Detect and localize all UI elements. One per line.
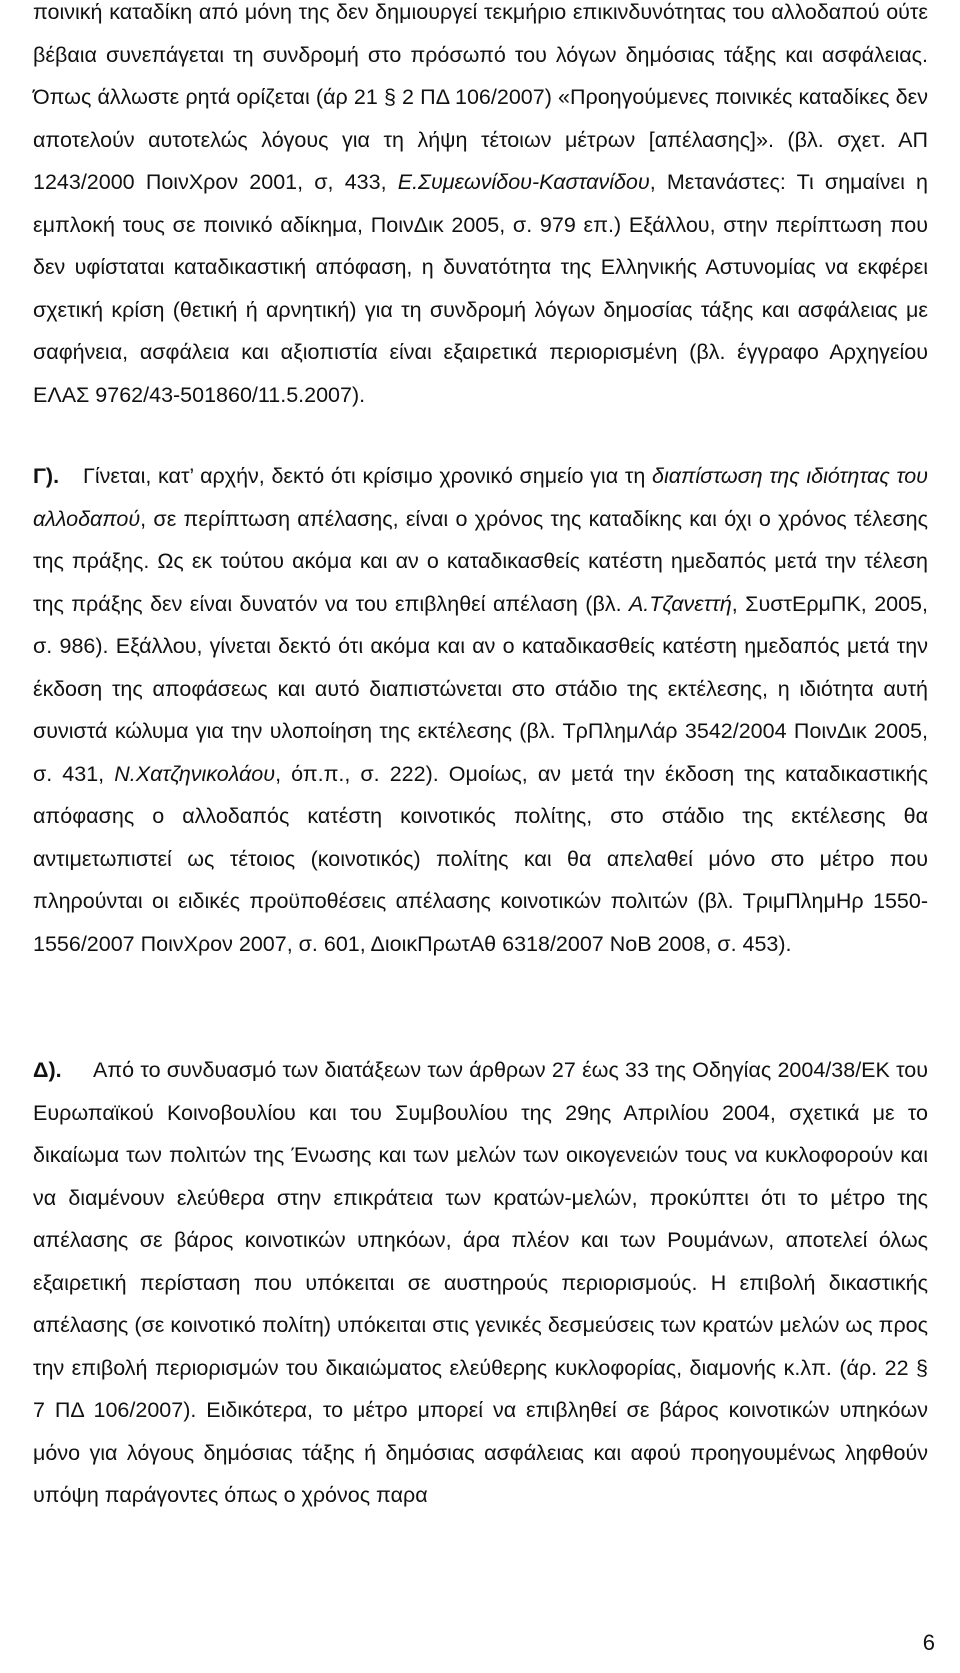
author-name: Α.Τζανεττή [628, 591, 732, 616]
paragraph-text: Από το συνδυασμό των διατάξεων των άρθρων 27 έως 33 της Οδηγίας 2004/38/ΕΚ του Ευρωπαϊκού Κοινοβουλίου και του Συμβουλίου της 29ης Απριλίου 2004, σχετικά με το δικαίωμα των πολιτών της Ένωσης και των μελών των οικογενειών τους να κυκλοφορούν και να διαμένουν ελεύθερα στην επικράτεια των κρατών-μελών, προκύπτει ότι το μέτρο της απέλασης σε βάρος κοινοτικών υπηκόων, άρα πλέον και των Ρουμάνων, αποτελεί όλως εξαιρετική περίσταση που υπόκειται σε αυστηρούς περιορισμούς. Η επιβολή δικαστικής απέλασης (σε κοινοτικό πολίτη) υπόκειται στις γενικές δεσμεύσεις των κρατών μελών ως προς την επιβολή περιορισμών του δικαιώματος ελεύθερης κυκλοφορίας, διαμονής κ.λπ. (άρ. 22 § 7 ΠΔ 106/2007). Ειδικότερα, το μέτρο μπορεί να επιβληθεί σε βάρος κοινοτικών υπηκόων μόνο για λόγους δημόσιας τάξης ή δημόσιας ασφάλειας και αφού προηγουμένως ληφθούν υπόψη παράγοντες όπως ο χρόνος παρα [33, 1058, 928, 1507]
page-number: 6 [922, 1630, 935, 1655]
paragraph-delta [33, 1049, 928, 1517]
paragraph-continuation [33, 0, 928, 416]
paragraph-text: ποινική καταδίκη από μόνη της δεν δημιουργεί τεκμήριο επικινδυνότητας του αλλοδαπού ούτε βέβαια συνεπάγεται τη συνδρομή στο πρόσωπό του λόγων δημόσιας τάξης και ασφάλειας. Όπως άλλωστε ρητά ορίζεται (άρ 21 § 2 ΠΔ 106/2007) «Προηγούμενες ποινικές καταδίκες δεν αποτελούν αυτοτελώς λόγους για τη λήψη τέτοιων μέτρων [απέλασης]». (βλ. σχετ. ΑΠ 1243/2000 ΠοινΧρον 2001, σ, 433, [33, 0, 928, 194]
paragraph-text: , Μετανάστες: Τι σημαίνει η εμπλοκή τους σε ποινικό αδίκημα, ΠοινΔικ 2005, σ. 979 επ.) Εξάλλου, στην περίπτωση που δεν υφίσταται καταδικαστική απόφαση, η δυνατότητα της Ελληνικής Αστυνομίας να εκφέρει σχετική κρίση (θετική ή αρνητική) για τη συνδρομή λόγων δημοσίας τάξης και ασφάλειας με σαφήνεια, ασφάλεια και αξιοπιστία είναι εξαιρετικά περιορισμένη (βλ. έγγραφο Αρχηγείου ΕΛΑΣ 9762/43-501860/11.5.2007). [33, 170, 928, 407]
emphasized-term: διαπίστωση της ιδιότητας του αλλοδαπού [33, 464, 928, 531]
author-name: Ε.Συμεωνίδου-Καστανίδου [397, 170, 650, 194]
paragraph-gamma [33, 455, 928, 965]
paragraph-text: Γίνεται, κατ’ αρχήν, δεκτό ότι κρίσιμο χρονικό σημείο για τη [83, 464, 652, 488]
paragraph-text: , σε περίπτωση απέλασης, είναι ο χρόνος της καταδίκης και όχι ο χρόνος τέλεσης της πράξης. Ως εκ τούτου ακόμα και αν ο καταδικασθείς κατέστη ημεδαπός μετά την τέλεση της πράξης δεν είναι δυνατόν να του επιβληθεί απέλαση (βλ. [33, 506, 928, 616]
paragraph-text: , όπ.π., σ. 222). Ομοίως, αν μετά την έκδοση της καταδικαστικής απόφασης ο αλλοδαπός κατέστη κοινοτικός πολίτης, στο στάδιο της εκτέλεσης θα αντιμετωπιστεί ως τέτοιος (κοινοτικός) πολίτης και θα απελαθεί μόνο στο μέτρο που πληρούνται οι ειδικές προϋποθέσεις απέλασης κοινοτικών πολιτών (βλ. ΤριμΠλημΗρ 1550-1556/2007 ΠοινΧρον 2007, σ. 601, ΔιοικΠρωτΑθ 6318/2007 ΝοΒ 2008, σ. 453). [33, 761, 928, 956]
paragraph-label: Γ). [33, 464, 60, 488]
paragraph-text: , ΣυστΕρμΠΚ, 2005, σ. 986). Εξάλλου, γίνεται δεκτό ότι ακόμα και αν ο καταδικασθείς κατέστη ημεδαπός μετά την έκδοση της αποφάσεως και αυτό διαπιστώνεται στο στάδιο της εκτέλεσης, η ιδιότητα αυτή συνιστά κώλυμα για την υλοποίηση της εκτέλεσης (βλ. ΤρΠλημΛάρ 3542/2004 ΠοινΔικ 2005, σ. 431, [33, 591, 928, 786]
paragraph-label: Δ). [33, 1058, 62, 1082]
author-name: Ν.Χατζηνικολάου [114, 761, 276, 786]
